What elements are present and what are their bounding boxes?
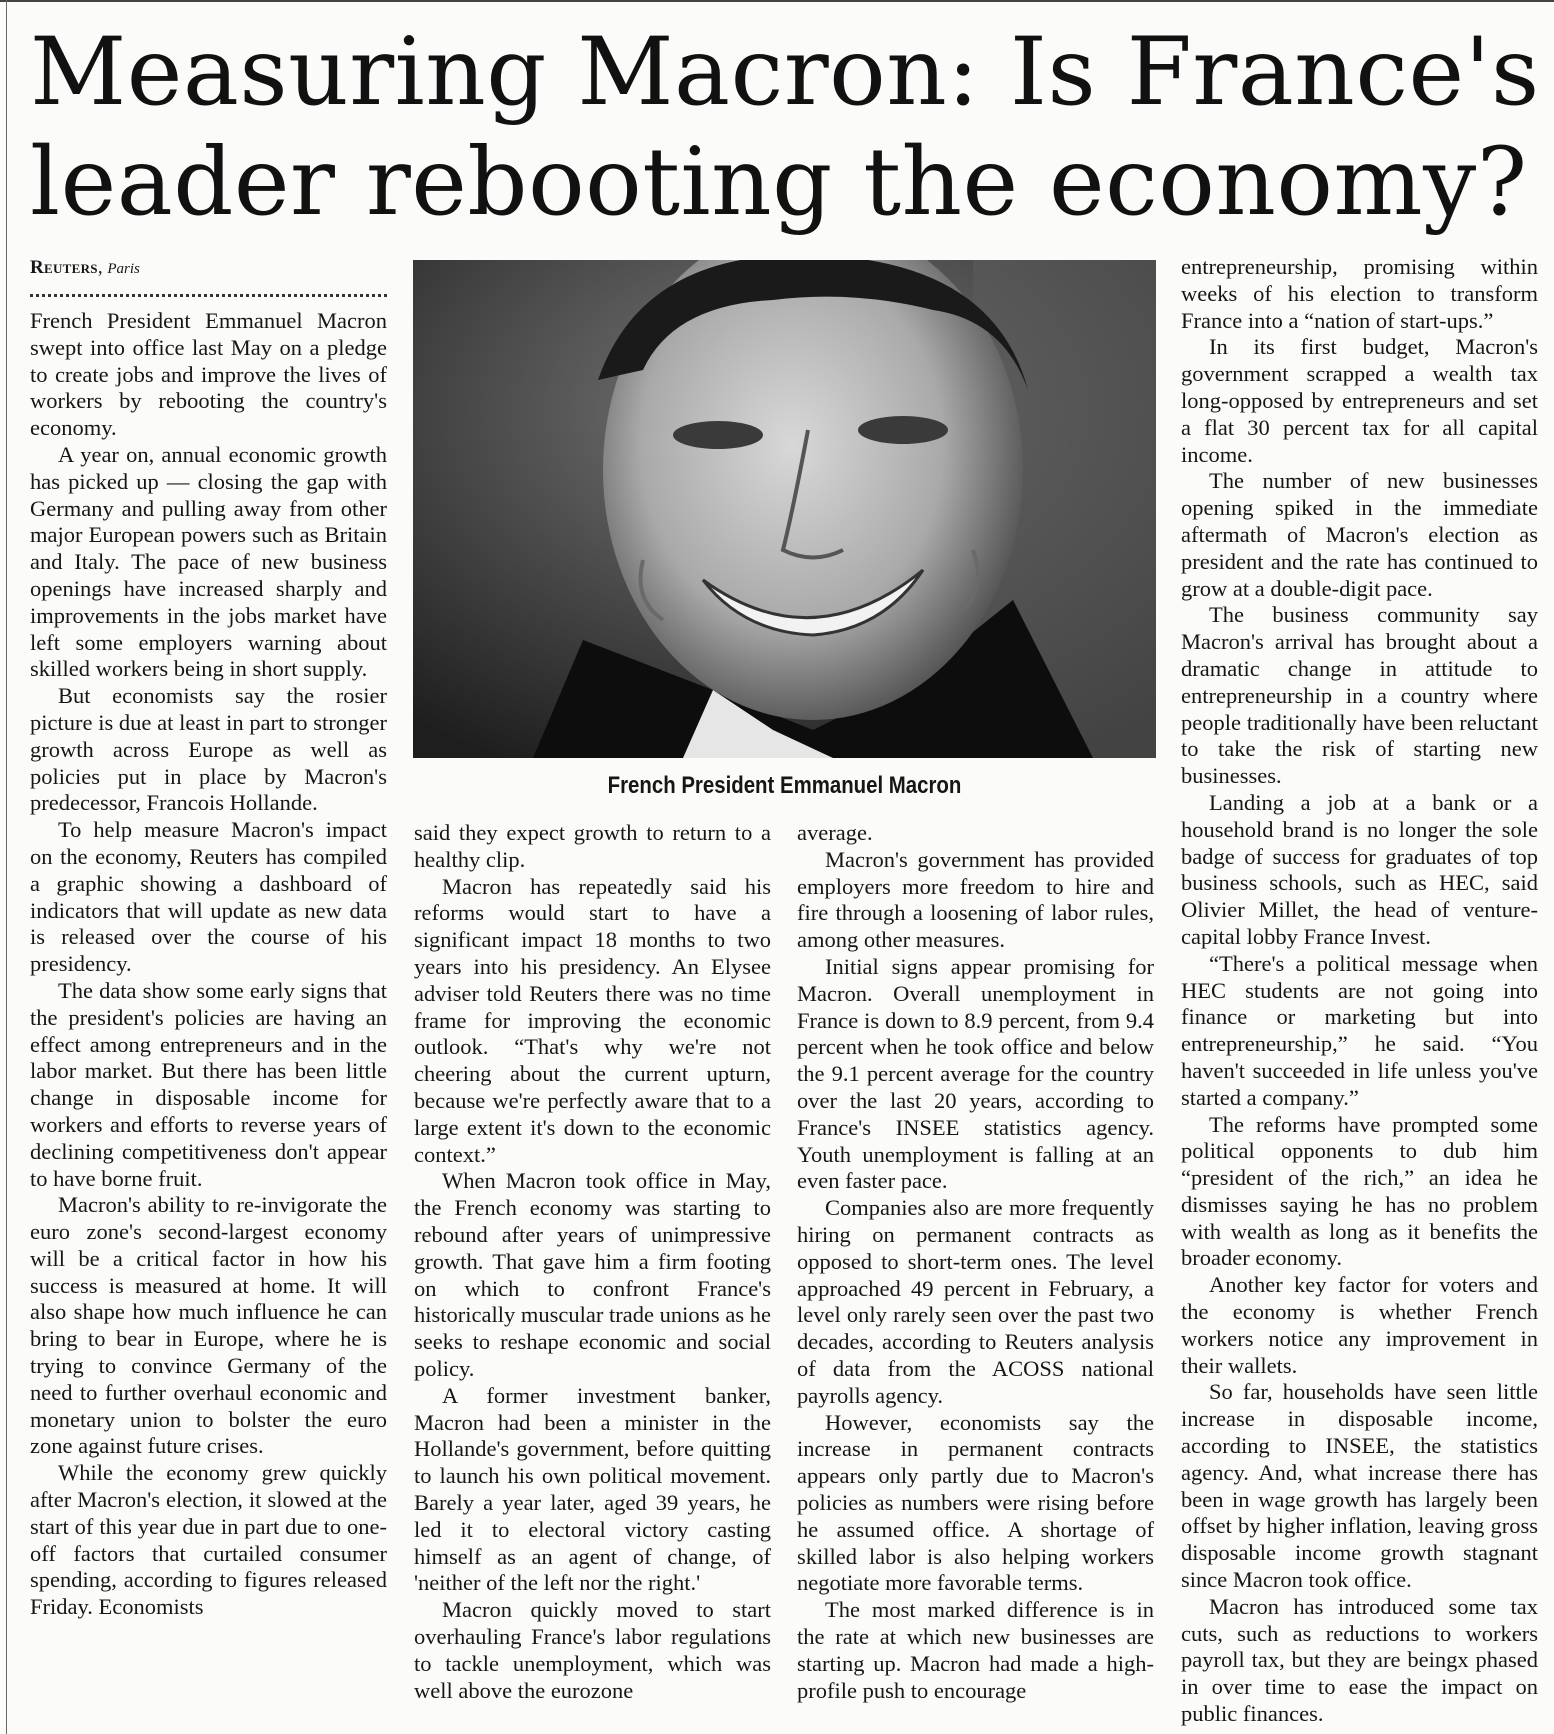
paragraph: Macron's ability to re-invigorate the euro zone's second-largest economy will be a critical factor in how his success is measured at home. It will also shape how much influence he can bring to bear in Europe, where he is trying to convince Germany of the need to further overhaul economic and monetary union to bolster the euro zone against future crises. [30, 1192, 387, 1459]
paragraph: To help measure Macron's impact on the economy, Reuters has compiled a graphic showing a dashboard of indicators that will update as new data is released over the course of his presidency. [30, 817, 387, 977]
paragraph: While the economy grew quickly after Macron's election, it slowed at the start of this year due in part due to one-off factors that curtailed consumer spending, according to figures released Friday. Economists [30, 1460, 387, 1620]
paragraph: Companies also are more frequently hiring on permanent contracts as opposed to short-term ones. The level approached 49 percent in February, a level only rarely seen over the past two decades, according to Reuters analysis of data from the ACOSS national payrolls agency. [797, 1195, 1154, 1408]
byline-agency: Reuters [30, 257, 98, 278]
portrait-image [413, 260, 1156, 758]
byline [30, 256, 387, 281]
left-border [6, 0, 7, 1734]
paragraph: Another key factor for voters and the economy is whether French workers notice any improvement in their wallets. [1181, 1272, 1538, 1378]
paragraph: Landing a job at a bank or a household brand is no longer the sole badge of success for graduates of top business schools, such as HEC, said Olivier Millet, the head of venture-capital lobby France Invest. [1181, 789, 1538, 949]
paragraph: “There's a political message when HEC students are not going into finance or marketing but into entrepreneurship,” he said. “You haven't succeeded in life unless you've started a company.” [1181, 950, 1538, 1110]
paragraph: The number of new businesses opening spiked in the immediate aftermath of Macron's election as president and the rate has continued to grow at a double-digit pace. [1181, 468, 1538, 601]
paragraph: entrepreneurship, promising within weeks of his election to transform France into a “nation of start-ups.” [1181, 254, 1538, 333]
paragraph: When Macron took office in May, the French economy was starting to rebound after years of unimpressive growth. That gave him a firm footing on which to confront France's historically muscular trade unions as he seeks to reshape economic and social policy. [414, 1168, 771, 1381]
top-border [0, 0, 1554, 2]
article-column-3 [797, 820, 1154, 1704]
paragraph: Macron quickly moved to start overhauling France's labor regulations to tackle unemployment, which was well above the eurozone [414, 1597, 771, 1703]
article-column-1 [30, 308, 387, 1621]
portrait-photo [413, 260, 1156, 758]
paragraph: French President Emmanuel Macron swept into office last May on a pledge to create jobs and improve the lives of workers by rebooting the country's economy. [30, 308, 387, 441]
paragraph: Macron has repeatedly said his reforms would start to have a significant impact 18 months to two years into his presidency. An Elysee adviser told Reuters there was no time frame for improving the economic outlook. “That's why we're not cheering about the current upturn, because we're perfectly aware that to a large extent it's down to the economic context.” [414, 873, 771, 1167]
paragraph: A former investment banker, Macron had been a minister in the Hollande's government, before quitting to launch his own political movement. Barely a year later, aged 39 years, he led it to electoral victory casting himself as an agent of change, of 'neither of the left nor the right.' [414, 1382, 771, 1596]
paragraph: In its first budget, Macron's government scrapped a wealth tax long-opposed by entrepreneurs and set a flat 30 percent tax for all capital income. [1181, 334, 1538, 467]
paragraph: So far, households have seen little increase in disposable income, according to INSEE, the statistics agency. And, what increase there has been in wage growth has largely been offset by higher inflation, leaving gross disposable income growth stagnant since Macron took office. [1181, 1379, 1538, 1593]
paragraph: said they expect growth to return to a healthy clip. [414, 820, 771, 872]
byline-separator: , [97, 257, 108, 278]
paragraph: But economists say the rosier picture is due at least in part to stronger growth across Europe as well as policies put in place by Macron's predecessor, Francois Hollande. [30, 683, 387, 816]
paragraph: The data show some early signs that the president's policies are having an effect among entrepreneurs and in the labor market. But there has been little change in disposable income for workers and efforts to reverse years of declining competitiveness don't appear to have borne fruit. [30, 977, 387, 1191]
article-column-2 [414, 820, 771, 1704]
paragraph: average. [797, 820, 873, 845]
paragraph: Initial signs appear promising for Macron. Overall unemployment in France is down to 8.9 percent, from 9.4 percent when he took office and below the 9.1 percent average for the country over the last 20 years, according to France's INSEE statistics agency. Youth unemployment is falling at an even faster pace. [797, 953, 1154, 1194]
dotted-divider [30, 294, 387, 297]
paragraph: However, economists say the increase in permanent contracts appears only partly due to Macron's policies as numbers were rising before he assumed office. A shortage of skilled labor is also helping workers negotiate more favorable terms. [797, 1409, 1154, 1596]
paragraph: Macron has introduced some tax cuts, such as reductions to workers payroll tax, but they are beingx phased in over time to ease the impact on public finances. [1181, 1593, 1538, 1727]
photo-caption: French President Emmanuel Macron [607, 772, 962, 799]
paragraph: Macron's government has provided employers more freedom to hire and fire through a loosening of labor rules, among other measures. [797, 846, 1154, 953]
paragraph: The most marked difference is in the rate at which new businesses are starting up. Macron had made a high-profile push to encourage [797, 1597, 1154, 1703]
byline-city: Paris [107, 261, 140, 277]
paragraph: The business community say Macron's arrival has brought about a dramatic change in attitude to entrepreneurship in a country where people traditionally have been reluctant to take the risk of starting new businesses. [1181, 602, 1538, 789]
article-column-4 [1181, 254, 1538, 1728]
headline: Measuring Macron: Is France's leader rebooting the economy? [30, 18, 1540, 237]
paragraph: The reforms have prompted some political opponents to dub him “president of the rich,” an idea he dismisses saying he has no problem with wealth as long as it benefits the broader economy. [1181, 1111, 1538, 1271]
paragraph: A year on, annual economic growth has picked up — closing the gap with Germany and pulling away from other major European powers such as Britain and Italy. The pace of new business openings have increased sharply and improvements in the jobs market have left some employers warning about skilled workers being in short supply. [30, 441, 387, 682]
